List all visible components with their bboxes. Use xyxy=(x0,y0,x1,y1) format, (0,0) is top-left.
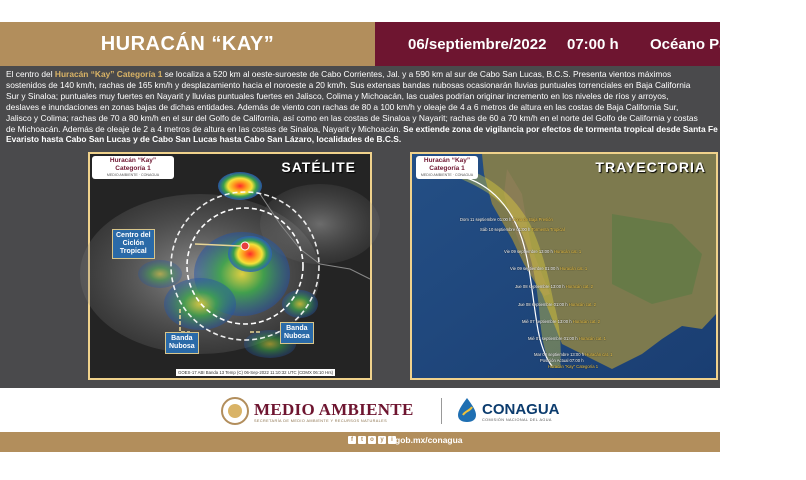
sat-tag-title: Huracán “Kay” xyxy=(109,157,157,164)
traj-tag-cg-logo: CONAGUA xyxy=(454,173,474,177)
band-left-l2: Nubosa xyxy=(169,343,195,350)
sat-tag-cg-logo: CONAGUA xyxy=(140,173,160,177)
track-point xyxy=(518,302,596,307)
track-point xyxy=(522,319,600,324)
track-point-status: Huracán cat. 2 xyxy=(565,284,593,289)
footer-logos xyxy=(0,388,720,432)
bottom-margin xyxy=(0,452,720,480)
track-point xyxy=(515,284,593,289)
traj-tag-logos: MEDIO AMBIENTE · CONAGUA xyxy=(420,173,474,177)
track-point-date: Jue 08 septiembre 01:00 h xyxy=(518,302,568,307)
watch-zone-highlight: Se extiende zona de vigilancia por efectos de tormenta tropical desde Santa Fe xyxy=(403,123,718,134)
track-point-status: Tormenta Tropical xyxy=(531,227,565,232)
conagua-logo: CONAGUA xyxy=(482,401,560,418)
bulletin-p1: El centro del xyxy=(6,69,55,79)
traj-tag-category: Categoría 1 xyxy=(429,165,465,172)
bulletin-date: 06/septiembre/2022 xyxy=(408,36,547,53)
track-point-status: Huracán cat. 1 xyxy=(578,336,606,341)
bulletin-line-7: Evaristo hasta Cabo San Lucas y de Cabo San Lucas hasta Cabo San Lázaro, localidades de B.C.S. xyxy=(6,134,402,145)
band-right-l1: Banda xyxy=(286,325,308,332)
website-link[interactable]: gob.mx/conagua xyxy=(395,435,463,445)
medio-ambiente-subtitle: SECRETARÍA DE MEDIO AMBIENTE Y RECURSOS NATURALES xyxy=(254,419,388,423)
logo-divider xyxy=(441,398,442,424)
center-callout-l1: Centro del xyxy=(116,232,151,239)
bulletin-line-3: Sur y Sinaloa; puntuales muy fuertes en Nayarit y lluvias puntuales fuertes en Jalisco, Colima y Michoacán, las cuales podrían originar incremento en los niveles de ríos y arroyos, xyxy=(6,90,669,101)
ocean-name: Océano Pacífico xyxy=(650,36,767,53)
current-storm-label xyxy=(548,364,598,369)
track-point-status: Huracán cat. 1 xyxy=(585,352,613,357)
satellite-caption: GOES-17 ABI Banda 13 Temp (C) 06-Sep-2022 11:10:32 UTC (CDMX 06:10 Hrs) xyxy=(178,370,334,375)
current-position-label xyxy=(540,358,584,363)
twitter-icon[interactable]: t xyxy=(358,436,366,444)
band-left-l1: Banda xyxy=(171,335,193,342)
conagua-drop-icon xyxy=(455,397,479,423)
satellite-label: SATÉLITE xyxy=(281,159,356,175)
traj-tag-ma-logo: MEDIO AMBIENTE xyxy=(420,173,452,177)
center-callout-l2: Ciclón xyxy=(122,240,144,247)
track-point-date: Vie 09 septiembre 01:00 h xyxy=(510,266,559,271)
band-right-l2: Nubosa xyxy=(284,333,310,340)
trajectory-label: TRAYECTORIA xyxy=(595,159,706,175)
footer-band xyxy=(0,432,720,452)
bulletin-header xyxy=(0,22,767,66)
bulletin-line-4: deslaves e inundaciones en zonas bajas de dichas entidades. Además de viento con rachas de 80 a 100 km/h y oleaje de 4 a 6 metros de altura en las costas de Baja California Sur, xyxy=(6,101,679,112)
band-left-callout xyxy=(165,332,199,354)
bulletin-line-6a: de Michoacán. Además de oleaje de 2 a 4 metros de altura en las costas de Sinaloa, Nayarit y Michoacán. xyxy=(6,123,404,134)
bulletin-line-5: Jalisco y Colima; rachas de 70 a 80 km/h en el sur del Golfo de California, así como en las costas de Sinaloa y Nayarit; rachas de 60 a 70 km/h en el norte del Golfo de California y costas xyxy=(6,112,698,123)
hurricane-title: HURACÁN “KAY” xyxy=(100,33,275,55)
web-icon[interactable]: i xyxy=(388,436,396,444)
top-margin xyxy=(0,0,720,22)
track-point xyxy=(460,217,553,222)
sat-tag-ma-logo: MEDIO AMBIENTE xyxy=(106,173,138,177)
track-point-status: Zona de Baja Presión xyxy=(512,217,553,222)
track-point-date: Mié 07 septiembre 13:00 h xyxy=(522,319,572,324)
bulletin-line-1 xyxy=(6,69,806,80)
instagram-icon[interactable]: o xyxy=(368,436,376,444)
track-point xyxy=(504,249,581,254)
current-position-time: Posición Actual 07:00 h xyxy=(540,358,584,363)
track-point-date: Sáb 10 septiembre 01:00 h xyxy=(480,227,531,232)
bulletin-line-2: sostenidos de 140 km/h, rachas de 165 km/h y desplazamiento hacia el noroeste a 20 km/h. Sus extensas bandas nubosas ocasionarán lluvias puntuales torrenciales en Baja California xyxy=(6,79,691,90)
track-point xyxy=(534,352,612,357)
bulletin-line-6 xyxy=(6,124,806,135)
track-point-status: Huracán cat. 2 xyxy=(572,319,600,324)
track-point-date: Mié 07 septiembre 01:00 h xyxy=(528,336,578,341)
track-point-status: Huracán cat. 1 xyxy=(559,266,588,271)
trajectory-map xyxy=(410,152,718,380)
track-point xyxy=(480,227,565,232)
youtube-icon[interactable]: y xyxy=(378,436,386,444)
current-storm-name: Huracán “Kay” xyxy=(548,364,575,369)
sat-tag-logos: MEDIO AMBIENTE · CONAGUA xyxy=(106,173,160,177)
title-band xyxy=(0,22,375,66)
trajectory-title-tag xyxy=(416,156,478,179)
track-point-date: Dom 11 septiembre 01:00 h xyxy=(460,217,512,222)
social-icons xyxy=(348,436,396,444)
satellite-imagery xyxy=(90,154,370,378)
center-callout-l3: Tropical xyxy=(119,248,147,255)
track-point-date: Vie 09 septiembre 13:00 h xyxy=(504,249,553,254)
track-point-status: Huracán cat. 1 xyxy=(553,249,582,254)
hurricane-name-highlight: Huracán “Kay” Categoría 1 xyxy=(54,69,163,79)
bulletin-text xyxy=(6,69,806,145)
track-point-date: Jue 08 septiembre 13:00 h xyxy=(515,284,565,289)
bulletin-p3: se localiza a 520 km al oeste-suroeste de Cabo Corrientes, Jal. y a 590 km al sur de Cabo San Lucas, B.C.S. Presenta vientos máximos xyxy=(162,69,672,79)
traj-tag-title: Huracán “Kay” xyxy=(423,157,471,164)
bulletin-time: 07:00 h xyxy=(567,36,619,53)
track-point xyxy=(528,336,606,341)
satellite-image xyxy=(88,152,372,380)
conagua-subtitle: COMISIÓN NACIONAL DEL AGUA xyxy=(482,418,552,422)
meta-band xyxy=(375,22,767,66)
track-point-status: Huracán cat. 2 xyxy=(568,302,596,307)
medio-ambiente-logo: MEDIO AMBIENTE xyxy=(254,400,414,419)
band-right-callout xyxy=(280,322,314,344)
track-point-date: Mar 06 septiembre 13:00 h xyxy=(534,352,585,357)
satellite-title-tag xyxy=(92,156,174,179)
current-storm-category: Categoría 1 xyxy=(576,364,599,369)
facebook-icon[interactable]: f xyxy=(348,436,356,444)
center-callout xyxy=(112,229,155,259)
sat-tag-category: Categoría 1 xyxy=(115,165,151,172)
content-panel xyxy=(0,66,720,388)
track-point xyxy=(510,266,587,271)
emblem-icon xyxy=(220,396,250,426)
